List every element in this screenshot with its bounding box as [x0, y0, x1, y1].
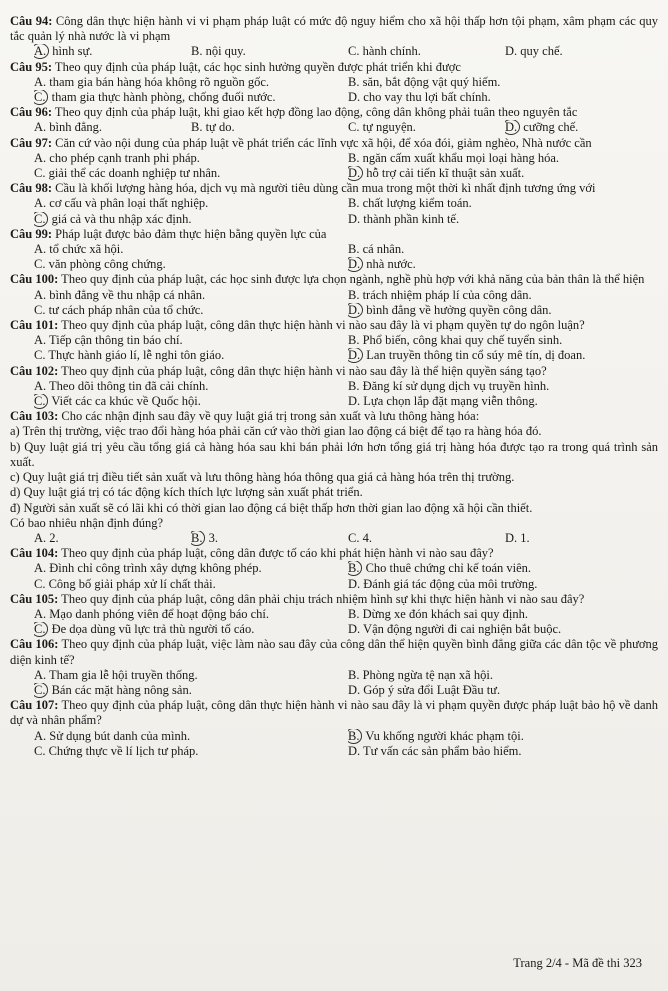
- question-number: Câu 101:: [10, 318, 59, 333]
- question-block: [10, 272, 658, 318]
- answer-option-text: 3.: [205, 530, 218, 545]
- answer-option-text: nhà nước.: [363, 257, 416, 272]
- answer-option: A. Theo dõi thông tin đã cải chính.: [34, 378, 209, 393]
- question-block: [10, 698, 658, 759]
- answer-option: C. văn phòng công chứng.: [34, 257, 166, 272]
- answer-option-text: Vu khống người khác phạm tội.: [362, 728, 524, 743]
- question-text: Theo quy định của pháp luật, công dân thực hiện hành vi nào sau đây là thể hiện quyền sáng tạo?: [58, 363, 547, 378]
- question-number: Câu 107:: [10, 698, 59, 713]
- question-block: [10, 637, 658, 698]
- answer-option: A. Tham gia lễ hội truyền thống.: [34, 667, 198, 682]
- answer-options: [10, 729, 658, 759]
- answer-options: [10, 151, 658, 181]
- answer-options: [10, 561, 658, 591]
- question-number: Câu 100:: [10, 272, 59, 287]
- question-text: Theo quy định của pháp luật, việc làm nào sau đây của công dân thể hiện quyền bình đẳng giữa các dân tộc về phương diện kinh tế?: [10, 637, 658, 667]
- question-stem: [10, 105, 658, 120]
- question-stem: [10, 60, 658, 75]
- answer-option: A. cơ cấu và phân loại thất nghiệp.: [34, 196, 209, 211]
- answer-option: C. Công bố giải pháp xử lí chất thải.: [34, 576, 216, 591]
- answer-option-text: Lan truyền thông tin cổ súy mê tín, dị đoan.: [363, 348, 586, 363]
- answer-options: [10, 379, 658, 409]
- question-block: [10, 60, 658, 106]
- question-stem: [10, 546, 658, 561]
- question-number: Câu 102:: [10, 363, 59, 378]
- answer-options: [10, 333, 658, 363]
- question-number: Câu 97:: [10, 135, 53, 150]
- answer-option: C. giải thể các doanh nghiệp tư nhân.: [34, 166, 221, 181]
- answer-circle-mark: D.: [505, 120, 520, 135]
- answer-option: B. Đăng kí sử dụng dịch vụ truyền hình.: [348, 378, 550, 393]
- answer-circle-mark: C.: [34, 394, 48, 409]
- answer-option-text: giá cả và thu nhập xác định.: [48, 211, 192, 226]
- answer-circle-mark: B.: [348, 561, 362, 576]
- answer-option: C. hành chính.: [348, 44, 421, 59]
- answer-circle-mark: C.: [34, 683, 48, 698]
- answer-option: [34, 683, 344, 698]
- answer-options: [10, 44, 658, 59]
- answer-option: D. Tư vấn các sản phẩm bảo hiểm.: [348, 743, 522, 758]
- answer-option: [348, 166, 658, 181]
- question-stem: [10, 272, 658, 287]
- answer-option: C. tư cách pháp nhân của tổ chức.: [34, 302, 204, 317]
- answer-options: [10, 668, 658, 698]
- question-number: Câu 96:: [10, 105, 53, 120]
- answer-circle-mark: C.: [34, 90, 48, 105]
- question-stem: [10, 409, 658, 424]
- answer-option: [34, 622, 344, 637]
- answer-option: [34, 44, 187, 59]
- answer-circle-mark: B.: [191, 531, 205, 546]
- answer-circle-mark: D.: [348, 303, 363, 318]
- answer-circle-mark: C.: [34, 622, 48, 637]
- answer-option: A. bình đẳng về thu nhập cá nhân.: [34, 287, 206, 302]
- question-number: Câu 99:: [10, 226, 53, 241]
- answer-option: [34, 90, 344, 105]
- question-stem: [10, 364, 658, 379]
- answer-option: A. tham gia bán hàng hóa không rõ nguồn gốc.: [34, 74, 270, 89]
- answer-circle-mark: D.: [348, 166, 363, 181]
- question-text: Cầu là khối lượng hàng hóa, dịch vụ mà người tiêu dùng cần mua trong một thời kì nhất định tương ứng với: [52, 181, 596, 196]
- answer-circle-mark: A.: [34, 44, 49, 59]
- question-text: Pháp luật được bảo đảm thực hiện bằng quyền lực của: [52, 226, 327, 241]
- answer-option: [34, 212, 344, 227]
- question-text: Theo quy định của pháp luật, công dân phải chịu trách nhiệm hình sự khi thực hiện hành vi nào sau đây?: [58, 591, 585, 606]
- question-text: Theo quy định của pháp luật, công dân thực hiện hành vi nào sau đây là vi phạm quyền tự do ngôn luận?: [58, 318, 585, 333]
- question-text: Cho các nhận định sau đây về quy luật giá trị trong sản xuất và lưu thông hàng hóa:: [58, 409, 480, 424]
- question-text: Căn cứ vào nội dung của pháp luật về phát triển các lĩnh vực xã hội, để xóa đói, giảm nghèo, Nhà nước cần: [52, 135, 592, 150]
- answer-option-text: cưỡng chế.: [520, 120, 579, 135]
- answer-option-text: hỗ trợ cải tiến kĩ thuật sản xuất.: [363, 166, 525, 181]
- page-footer: Trang 2/4 - Mã đề thi 323: [513, 955, 642, 970]
- answer-option: [34, 394, 344, 409]
- answer-option: [348, 348, 658, 363]
- answer-options: [10, 242, 658, 272]
- answer-option: D. Góp ý sửa đổi Luật Đầu tư.: [348, 682, 501, 697]
- answer-option: C. Chứng thực về lí lịch tư pháp.: [34, 743, 199, 758]
- question-stem: [10, 637, 658, 667]
- question-number: Câu 98:: [10, 181, 53, 196]
- statement-item: d) Quy luật giá trị có tác động kích thích lực lượng sản xuất phát triển.: [10, 485, 363, 500]
- question-stem: [10, 14, 658, 44]
- answer-option: B. Phòng ngừa tệ nạn xã hội.: [348, 667, 493, 682]
- question-block: [10, 181, 658, 227]
- answer-option: B. tự do.: [191, 120, 235, 135]
- question-block: [10, 409, 658, 546]
- question-block: [10, 318, 658, 364]
- answer-option: D. 1.: [505, 530, 530, 545]
- answer-option: [191, 531, 344, 546]
- answer-option: B. nội quy.: [191, 44, 246, 59]
- answer-option: A. Đình chỉ công trình xây dựng không phép.: [34, 561, 262, 576]
- question-number: Câu 105:: [10, 591, 59, 606]
- answer-option: [505, 120, 658, 135]
- answer-option: B. ngăn cấm xuất khẩu mọi loại hàng hóa.: [348, 150, 560, 165]
- answer-circle-mark: B.: [348, 729, 362, 744]
- answer-option: A. Mạo danh phóng viên để hoạt động báo chí.: [34, 606, 270, 621]
- question-block: [10, 136, 658, 182]
- question-block: [10, 364, 658, 410]
- question-block: [10, 592, 658, 638]
- statement-item: a) Trên thị trường, việc trao đổi hàng hóa phải căn cứ vào thời gian lao động cá biệt để tạo ra hàng hóa đó.: [10, 424, 542, 439]
- answer-options: [10, 75, 658, 105]
- question-text: Công dân thực hiện hành vi vi phạm pháp luật có mức độ nguy hiểm cho xã hội thấp hơn tội phạm, xâm phạm các quy tắc quản lý nhà nước là vi phạm: [10, 14, 658, 44]
- question-stem: [10, 698, 658, 728]
- answer-option-text: Viết các ca khúc về Quốc hội.: [48, 394, 201, 409]
- answer-option: B. trách nhiệm pháp lí của công dân.: [348, 287, 532, 302]
- question-text: Theo quy định của pháp luật, khi giao kết hợp đồng lao động, công dân không phải tuân theo nguyên tắc: [52, 105, 578, 120]
- question-number: Câu 106:: [10, 637, 59, 652]
- answer-option: A. Sử dụng bút danh của mình.: [34, 728, 191, 743]
- question-prompt: Có bao nhiêu nhận định đúng?: [10, 515, 164, 530]
- statement-item: b) Quy luật giá trị yêu cầu tổng giá cả hàng hóa sau khi bán phải lớn hơn tổng giá trị hàng hóa được tạo ra trong quá trình sản xuất.: [10, 439, 658, 469]
- answer-option-text: Bán các mặt hàng nông sản.: [48, 682, 192, 697]
- question-text: Theo quy định của pháp luật, công dân được tố cáo khi phát hiện hành vi nào sau đây?: [58, 546, 494, 561]
- answer-option: C. Thực hành giáo lí, lễ nghi tôn giáo.: [34, 348, 225, 363]
- answer-option: D. Đánh giá tác động của môi trường.: [348, 576, 538, 591]
- answer-options: [10, 607, 658, 637]
- statement-item: đ) Người sản xuất sẽ có lãi khi có thời gian lao động cá biệt thấp hơn thời gian lao động xã hội cần thiết.: [10, 500, 533, 515]
- answer-options: [10, 120, 658, 135]
- answer-option: B. cá nhân.: [348, 242, 405, 257]
- answer-option-text: Đe dọa dùng vũ lực trả thù người tố cáo.: [48, 622, 255, 637]
- question-block: [10, 546, 658, 592]
- answer-option: D. quy chế.: [505, 44, 563, 59]
- answer-option: B. Phổ biến, công khai quy chế tuyển sinh.: [348, 333, 563, 348]
- answer-option: [348, 303, 658, 318]
- question-number: Câu 94:: [10, 14, 53, 28]
- question-stem: [10, 227, 658, 242]
- question-list: [10, 14, 658, 759]
- answer-option: D. Vận động người đi cai nghiện bắt buộc.: [348, 622, 562, 637]
- answer-option: C. 4.: [348, 530, 372, 545]
- answer-option-text: Cho thuê chứng chỉ kế toán viên.: [362, 561, 532, 576]
- question-text: Theo quy định của pháp luật, công dân thực hiện hành vi nào sau đây là vi phạm quyền được pháp luật bảo hộ về danh dự và nhân phẩm?: [10, 698, 658, 728]
- answer-option: A. cho phép cạnh tranh phi pháp.: [34, 150, 200, 165]
- question-stem: [10, 592, 658, 607]
- answer-option-text: hình sự.: [49, 44, 93, 59]
- answer-option: [348, 561, 658, 576]
- question-block: [10, 227, 658, 273]
- answer-options: [10, 531, 658, 546]
- answer-option: A. 2.: [34, 530, 59, 545]
- answer-circle-mark: D.: [348, 348, 363, 363]
- answer-option-text: bình đẳng về hưởng quyền công dân.: [363, 302, 552, 317]
- statement-item: c) Quy luật giá trị điều tiết sản xuất và lưu thông hàng hóa thông qua giá cả hàng hóa trên thị trường.: [10, 470, 515, 485]
- answer-option-text: tham gia thực hành phòng, chống đuối nước.: [48, 90, 276, 105]
- question-stem: [10, 318, 658, 333]
- answer-options: [10, 196, 658, 226]
- answer-options: [10, 288, 658, 318]
- question-stem: [10, 181, 658, 196]
- question-block: [10, 14, 658, 60]
- answer-option: A. tổ chức xã hội.: [34, 242, 124, 257]
- answer-option: D. cho vay thu lợi bất chính.: [348, 90, 491, 105]
- answer-circle-mark: D.: [348, 257, 363, 272]
- answer-option: B. Dừng xe đón khách sai quy định.: [348, 606, 529, 621]
- answer-option: D. Lựa chọn lắp đặt mạng viễn thông.: [348, 394, 538, 409]
- answer-option: C. tự nguyện.: [348, 120, 416, 135]
- answer-circle-mark: C.: [34, 212, 48, 227]
- question-number: Câu 104:: [10, 546, 59, 561]
- answer-option: D. thành phần kinh tế.: [348, 211, 460, 226]
- answer-option: B. săn, bắt động vật quý hiếm.: [348, 74, 501, 89]
- question-text: Theo quy định của pháp luật, các học sinh hưởng quyền được phát triển khi được: [52, 59, 461, 74]
- answer-option: A. bình đẳng.: [34, 120, 103, 135]
- answer-option: [348, 257, 658, 272]
- answer-option: B. chất lượng kiểm toán.: [348, 196, 472, 211]
- question-block: [10, 105, 658, 135]
- question-text: Theo quy định của pháp luật, các học sinh được lựa chọn ngành, nghề phù hợp với khả năng của bản thân là thể hiện: [58, 272, 645, 287]
- question-stem: [10, 136, 658, 151]
- answer-option: [348, 729, 658, 744]
- question-number: Câu 95:: [10, 59, 53, 74]
- answer-option: A. Tiếp cận thông tin báo chí.: [34, 333, 183, 348]
- question-number: Câu 103:: [10, 409, 59, 424]
